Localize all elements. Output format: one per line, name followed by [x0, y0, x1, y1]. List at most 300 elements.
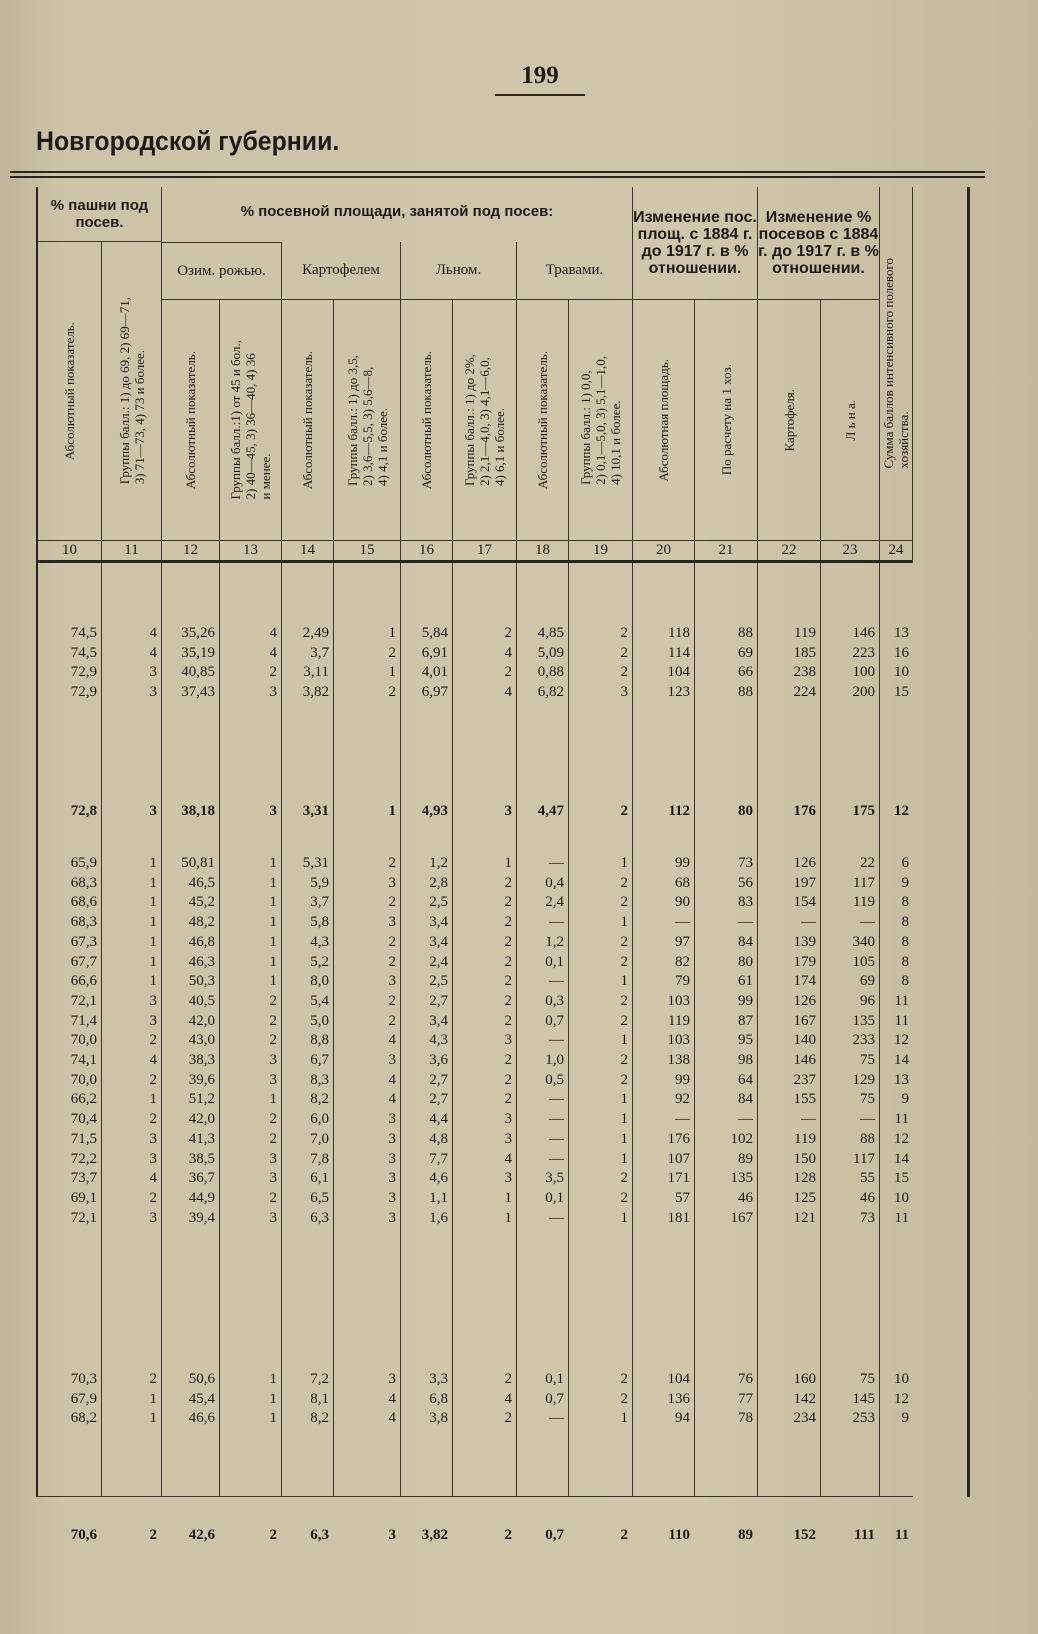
table-cell: 3 [269, 1052, 277, 1068]
column-number-15: 15 [334, 541, 401, 563]
table-cell: 1 [620, 1410, 628, 1427]
table-cell: 150 [793, 1150, 816, 1167]
table-cell: 3,4 [429, 933, 448, 950]
table-cell: 6,97 [421, 684, 448, 701]
table-cell: 57 [675, 1189, 690, 1206]
table-total-cell: 3 [504, 803, 512, 819]
table-cell: 66,2 [70, 1091, 97, 1108]
table-cell: 4 [504, 1150, 512, 1167]
table-cell: 3 [388, 874, 396, 891]
table-cell: 64 [738, 1071, 753, 1088]
table-cell: 13 [894, 1071, 909, 1088]
table-cell: 92 [675, 1091, 690, 1108]
table-cell: 224 [793, 684, 816, 701]
table-cell: 2 [620, 1071, 628, 1088]
table-cell: 3,8 [429, 1410, 448, 1427]
table-cell: 67,7 [70, 953, 97, 970]
table-cell: 2 [504, 625, 512, 641]
column-number-24: 24 [880, 541, 913, 563]
table-cell: 2,5 [429, 973, 448, 990]
table-cell: 2 [149, 1111, 157, 1128]
table-cell: 6,1 [310, 1170, 329, 1187]
table-cell: 2 [269, 1032, 277, 1049]
table-cell: 37,43 [181, 684, 215, 701]
table-cell: 40,85 [181, 664, 215, 681]
table-cell: 2 [504, 1091, 512, 1108]
table-cell: 1 [149, 973, 157, 990]
table-cell: 70,0 [70, 1032, 97, 1049]
table-cell: 117 [853, 874, 875, 891]
table-cell: 12 [894, 1032, 909, 1049]
table-cell: 8,1 [310, 1390, 329, 1407]
table-cell: 160 [793, 1371, 816, 1387]
table-cell: 3,4 [429, 1012, 448, 1029]
table-cell: 5,0 [310, 1012, 329, 1029]
table-cell: — [860, 1111, 875, 1128]
table-cell: 75 [860, 1091, 875, 1108]
table-cell: 3 [149, 664, 157, 681]
table-cell: 2,7 [429, 992, 448, 1009]
table-cell: 2 [388, 855, 396, 871]
table-cell: 100 [852, 664, 875, 681]
table-cell: 3 [149, 992, 157, 1009]
table-cell: 2 [620, 1390, 628, 1407]
table-total-cell: 6,3 [310, 1527, 329, 1543]
table-cell: 2 [388, 684, 396, 701]
table-cell: 146 [793, 1052, 816, 1068]
table-cell: 42,0 [188, 1111, 215, 1128]
table-cell: 99 [675, 855, 690, 871]
table-cell: 80 [738, 953, 753, 970]
table-cell: 2 [620, 894, 628, 911]
table-cell: 1 [149, 894, 157, 911]
table-cell: 0,1 [545, 953, 564, 970]
table-cell: 1 [149, 933, 157, 950]
table-cell: 2 [620, 992, 628, 1009]
table-cell: 6,8 [429, 1390, 448, 1407]
table-cell: 73 [860, 1209, 875, 1226]
table-cell: 2 [149, 1071, 157, 1088]
table-cell: 74,5 [70, 625, 97, 641]
header-flax: Льном. [401, 242, 517, 300]
table-cell: 1 [388, 664, 396, 681]
table-cell: 87 [738, 1012, 753, 1029]
table-cell: 44,9 [188, 1189, 215, 1206]
table-cell: 72,1 [70, 992, 97, 1009]
table-cell: 4,3 [429, 1032, 448, 1049]
table-cell: 8,0 [310, 973, 329, 990]
table-cell: 4 [269, 644, 277, 661]
table-cell: 2 [269, 1130, 277, 1147]
header-crop-change: Изменение % посевов с 1884 г. до 1917 г. в % отношении. [758, 187, 880, 300]
table-cell: 61 [738, 973, 753, 990]
table-cell: 119 [668, 1012, 690, 1029]
table-cell: 181 [667, 1209, 690, 1226]
table-cell: 2 [504, 992, 512, 1009]
table-total-cell: 4,47 [537, 803, 564, 819]
table-cell: 1 [620, 1111, 628, 1128]
table-cell: 8 [901, 933, 909, 950]
table-cell: 119 [853, 894, 875, 911]
table-cell: 146 [852, 625, 875, 641]
table-cell: 3 [388, 1130, 396, 1147]
table-cell: 6,82 [537, 684, 564, 701]
table-cell: 4 [388, 1032, 396, 1049]
table-cell: 102 [730, 1130, 753, 1147]
table-cell: 2 [388, 894, 396, 911]
table-cell: 7,2 [310, 1371, 329, 1387]
table-cell: 155 [793, 1091, 816, 1108]
header-col-17: Группы балл.: 1) до 2%, 2) 2,1—4,0, 3) 4,1—6,0, 4) 6,1 и более. [453, 300, 517, 541]
table-cell: 1 [149, 1091, 157, 1108]
table-cell: 3,4 [429, 914, 448, 931]
table-cell: 4 [388, 1390, 396, 1407]
table-cell: 1 [269, 933, 277, 950]
header-col-13: Группы балл.:1) от 45 и бол., 2) 40—45, 3) 36—40, 4) 36 и менее. [220, 300, 282, 541]
table-cell: 3,3 [429, 1371, 448, 1387]
table-cell: 2,49 [302, 625, 329, 641]
table-cell: 1 [388, 625, 396, 641]
table-cell: 6,3 [310, 1209, 329, 1226]
table-cell: 5,4 [310, 992, 329, 1009]
column-number-17: 17 [453, 541, 517, 563]
table-cell: 43,0 [188, 1032, 215, 1049]
table-cell: 13 [894, 625, 909, 641]
table-cell: 2 [388, 644, 396, 661]
table-cell: 5,84 [421, 625, 448, 641]
table-cell: 238 [793, 664, 816, 681]
table-total-cell: 2 [504, 1527, 512, 1543]
table-cell: 1 [269, 874, 277, 891]
table-cell: 6,0 [310, 1111, 329, 1128]
table-cell: 3 [149, 1012, 157, 1029]
table-cell: 0,7 [545, 1012, 564, 1029]
table-cell: 105 [852, 953, 875, 970]
header-col-19: Группы балл.: 1) 0,0, 2) 0,1—5,0, 3) 5,1—1,0, 4) 10,1 и более. [569, 300, 633, 541]
body-column-19 [569, 563, 633, 1543]
table-cell: 1 [149, 1390, 157, 1407]
table-cell: 140 [793, 1032, 816, 1049]
table-cell: 4 [149, 644, 157, 661]
table-cell: 223 [852, 644, 875, 661]
table-cell: 2 [269, 1111, 277, 1128]
table-cell: 10 [894, 1189, 909, 1206]
table-cell: 1,1 [429, 1189, 448, 1206]
table-cell: 1 [620, 1150, 628, 1167]
table-cell: 3 [504, 1170, 512, 1187]
table-cell: 2 [504, 1371, 512, 1387]
table-cell: 10 [894, 1371, 909, 1387]
header-area-change: Изменение пос. площ. с 1884 г. до 1917 г. в % отношении. [633, 187, 758, 300]
table-cell: 2 [504, 1071, 512, 1088]
table-cell: 135 [852, 1012, 875, 1029]
table-cell: 67,9 [70, 1390, 97, 1407]
table-cell: 1 [269, 894, 277, 911]
table-cell: 237 [793, 1071, 816, 1088]
table-cell: 2 [504, 933, 512, 950]
table-cell: 77 [738, 1390, 753, 1407]
table-cell: 0,3 [545, 992, 564, 1009]
table-cell: — [549, 1111, 564, 1128]
table-cell: 67,3 [70, 933, 97, 950]
table-cell: 3 [269, 1170, 277, 1187]
table-cell: 2,5 [429, 894, 448, 911]
table-cell: 2 [388, 933, 396, 950]
table-cell: 74,5 [70, 644, 97, 661]
column-number-12: 12 [162, 541, 220, 563]
page-number-rule [495, 94, 585, 96]
table-cell: 3 [504, 1032, 512, 1049]
table-total-cell: 2 [149, 1527, 157, 1543]
table-cell: 6 [901, 855, 909, 871]
table-cell: 70,4 [70, 1111, 97, 1128]
table-cell: 14 [894, 1052, 909, 1068]
table-total-cell: 0,7 [545, 1527, 564, 1543]
table-cell: 4 [388, 1091, 396, 1108]
table-cell: 40,5 [188, 992, 215, 1009]
table-cell: 2,8 [429, 874, 448, 891]
table-total-cell: 2 [620, 803, 628, 819]
table-total-cell: 4,93 [421, 803, 448, 819]
table-cell: — [549, 855, 564, 871]
table-cell: 1 [269, 1371, 277, 1387]
table-cell: 66 [738, 664, 753, 681]
table-cell: 72,2 [70, 1150, 97, 1167]
column-number-22: 22 [758, 541, 821, 563]
table-cell: 3 [504, 1130, 512, 1147]
table-cell: 3 [269, 684, 277, 701]
table-cell: 8,8 [310, 1032, 329, 1049]
table-cell: 3,7 [310, 894, 329, 911]
table-cell: 88 [860, 1130, 875, 1147]
table-cell: 142 [793, 1390, 816, 1407]
table-cell: 2 [504, 953, 512, 970]
table-cell: 103 [667, 1032, 690, 1049]
table-cell: 121 [793, 1209, 816, 1226]
table-cell: 234 [793, 1410, 816, 1427]
table-cell: 167 [730, 1209, 753, 1226]
header-col-21: По расчету на 1 хоз. [695, 300, 758, 541]
header-sown-area: % посевной площади, занятой под посев: [162, 187, 633, 300]
page-number: 199 [521, 62, 559, 89]
table-total-cell: 2 [620, 1527, 628, 1543]
header-col-18: Абсолютный показатель. [517, 300, 569, 541]
table-cell: 2 [620, 664, 628, 681]
table-cell: 4,4 [429, 1111, 448, 1128]
table-cell: 2 [269, 992, 277, 1009]
table-total-cell: 110 [668, 1527, 690, 1543]
table-cell: 3 [620, 684, 628, 701]
table-cell: 185 [793, 644, 816, 661]
table-cell: 38,5 [188, 1150, 215, 1167]
header-arable-share: % пашни под посев. [38, 187, 162, 242]
table-cell: 2 [504, 973, 512, 990]
table-cell: 10 [894, 664, 909, 681]
table-cell: 340 [852, 933, 875, 950]
table-cell: 179 [793, 953, 816, 970]
table-cell: 118 [668, 625, 690, 641]
table-cell: — [549, 1410, 564, 1427]
table-cell: — [738, 914, 753, 931]
body-column-10 [38, 563, 102, 1543]
table-cell: 9 [901, 1091, 909, 1108]
table-total-cell: 2 [269, 1527, 277, 1543]
table-cell: 50,6 [188, 1371, 215, 1387]
table-cell: 145 [852, 1390, 875, 1407]
table-cell: 68,2 [70, 1410, 97, 1427]
table-total-cell: 3 [388, 1527, 396, 1543]
table-cell: 6,7 [310, 1052, 329, 1068]
column-number-20: 20 [633, 541, 695, 563]
table-cell: 1 [504, 1189, 512, 1206]
column-number-19: 19 [569, 541, 633, 563]
table-cell: 2 [504, 874, 512, 891]
table-cell: 39,4 [188, 1209, 215, 1226]
table-cell: 11 [894, 1209, 909, 1226]
table-cell: 3 [388, 1189, 396, 1206]
body-column-13 [220, 563, 282, 1543]
table-cell: 1,2 [545, 933, 564, 950]
table-cell: 66,6 [70, 973, 97, 990]
table-cell: 5,8 [310, 914, 329, 931]
table-cell: 79 [675, 973, 690, 990]
header-col-20: Абсолютная площадь. [633, 300, 695, 541]
table-cell: 1 [269, 855, 277, 871]
table-total-cell: 1 [388, 803, 396, 819]
column-number-14: 14 [282, 541, 334, 563]
table-cell: 1 [620, 1130, 628, 1147]
table-cell: 3 [504, 1111, 512, 1128]
title-rule-bottom [10, 176, 985, 178]
table-cell: 4,3 [310, 933, 329, 950]
table-cell: 3 [149, 1209, 157, 1226]
table-cell: 45,2 [188, 894, 215, 911]
table-cell: 36,7 [188, 1170, 215, 1187]
table-cell: 2 [620, 1170, 628, 1187]
table-cell: 167 [793, 1012, 816, 1029]
table-cell: 3 [149, 1150, 157, 1167]
table-cell: 2 [620, 1371, 628, 1387]
column-number-16: 16 [401, 541, 453, 563]
body-column-14 [282, 563, 334, 1543]
table-cell: 98 [738, 1052, 753, 1068]
table-cell: 15 [894, 1170, 909, 1187]
table-cell: 103 [667, 992, 690, 1009]
table-cell: 2 [504, 914, 512, 931]
table-cell: 3,11 [303, 664, 329, 681]
table-cell: 3 [388, 1150, 396, 1167]
table-cell: 72,1 [70, 1209, 97, 1226]
table-cell: 3 [388, 973, 396, 990]
table-cell: 9 [901, 874, 909, 891]
table-cell: 8 [901, 914, 909, 931]
table-cell: 3 [269, 1150, 277, 1167]
table-cell: 89 [738, 1150, 753, 1167]
header-potato: Картофелем [282, 242, 401, 300]
table-cell: — [801, 1111, 816, 1128]
body-column-24 [880, 563, 913, 1543]
table-cell: 1 [620, 1032, 628, 1049]
table-cell: 2 [620, 625, 628, 641]
table-cell: 2 [620, 1012, 628, 1029]
table-cell: 126 [793, 855, 816, 871]
table-cell: 68 [675, 874, 690, 891]
table-cell: — [549, 1091, 564, 1108]
table-cell: 1 [149, 874, 157, 891]
table-cell: 69,1 [70, 1189, 97, 1206]
table-cell: 2 [388, 992, 396, 1009]
table-cell: — [801, 914, 816, 931]
table-cell: 65,9 [70, 855, 97, 871]
table-cell: 1 [149, 953, 157, 970]
table-cell: 2,4 [545, 894, 564, 911]
table-cell: 1 [269, 1390, 277, 1407]
body-column-20 [633, 563, 695, 1543]
table-cell: 2 [149, 1189, 157, 1206]
table-cell: 2 [504, 1012, 512, 1029]
table-cell: 46 [860, 1189, 875, 1206]
table-total-cell: 111 [854, 1527, 875, 1543]
table-cell: 15 [894, 684, 909, 701]
table-cell: 176 [667, 1130, 690, 1147]
table-cell: 1 [620, 1209, 628, 1226]
table-cell: 9 [901, 1410, 909, 1427]
table-cell: 46,3 [188, 953, 215, 970]
table-cell: 2 [504, 664, 512, 681]
header-winter-rye: Озим. рожью. [162, 242, 282, 300]
table-cell: 5,9 [310, 874, 329, 891]
table-cell: 3 [269, 1209, 277, 1226]
table-cell: 4 [269, 625, 277, 641]
table-cell: 12 [894, 1390, 909, 1407]
table-total-cell: 80 [738, 803, 753, 819]
table-cell: 16 [894, 644, 909, 661]
table-cell: 41,3 [188, 1130, 215, 1147]
table-cell: 68,3 [70, 874, 97, 891]
table-cell: 1 [269, 1091, 277, 1108]
table-cell: 1 [504, 1209, 512, 1226]
header-col-10: Абсолютный показатель. [38, 242, 102, 541]
table-cell: — [549, 1150, 564, 1167]
header-col-16: Абсолютный показатель. [401, 300, 453, 541]
table-total-cell: 3,31 [302, 803, 329, 819]
table-total-cell: 176 [793, 803, 816, 819]
table-cell: 3 [388, 1111, 396, 1128]
table-total-cell: 12 [894, 803, 909, 819]
table-cell: 6,91 [421, 644, 448, 661]
table-cell: 99 [738, 992, 753, 1009]
table-cell: 1 [620, 855, 628, 871]
header-col-22: Картофеля. [758, 300, 821, 541]
table-cell: 95 [738, 1032, 753, 1049]
table-cell: 154 [793, 894, 816, 911]
table-cell: 70,3 [70, 1371, 97, 1387]
table-cell: 2 [269, 664, 277, 681]
table-cell: 4,8 [429, 1130, 448, 1147]
body-column-22 [758, 563, 821, 1543]
table-cell: 2 [269, 1189, 277, 1206]
table-cell: 0,5 [545, 1071, 564, 1088]
table-cell: — [549, 1130, 564, 1147]
table-cell: 51,2 [188, 1091, 215, 1108]
table-cell: 2 [620, 1052, 628, 1068]
table-cell: 2,4 [429, 953, 448, 970]
table-total-cell: 38,18 [181, 803, 215, 819]
table-cell: 3 [269, 1071, 277, 1088]
header-col-14: Абсолютный показатель. [282, 300, 334, 541]
table-cell: 72,9 [70, 684, 97, 701]
body-column-16 [401, 563, 453, 1543]
